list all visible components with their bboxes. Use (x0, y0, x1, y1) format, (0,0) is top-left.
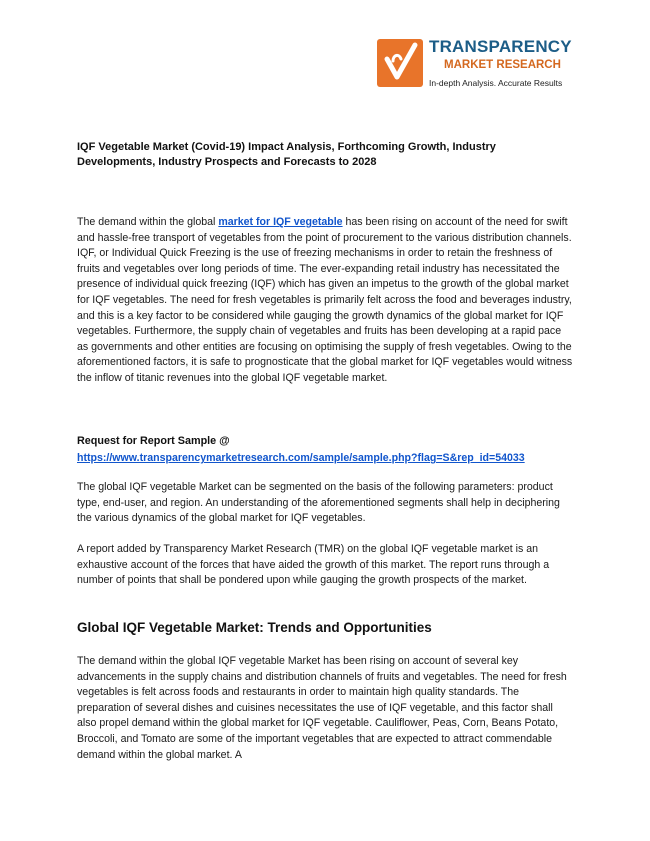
logo-name: TRANSPARENCY (429, 37, 572, 56)
intro-text-before: The demand within the global (77, 216, 219, 228)
segmentation-paragraph: The global IQF vegetable Market can be segmented on the basis of the following parameters: product type, end-user, and region. An understanding of the aforementioned segments shall help in deciphering the various dynamics of the global market for IQF vegetables. (77, 481, 560, 525)
request-sample-label: Request for Report Sample @ (77, 435, 230, 447)
intro-text-after: has been rising on account of the need for swift and hassle-free transport of vegetables from the point of procurement to the various distribution channels. IQF, or Individual Quick Freezing is the use of freezing mechanisms in order to retain the freshness of fruits and vegetables over long periods of time. The ever-expanding retail industry has necessitated the presence of individual quick freezing (IQF) which has given an impetus to the growth of the global market for IQF vegetables. The need for fresh vegetables is primarily felt across the food and beverages industry, and this is a key factor to be considered while gauging the growth dynamics of the global market for IQF vegetables. Furthermore, the supply chain of vegetables and fruits has been developing at a rapid pace as governments and other entities are focusing on optimising the supply of fresh vegetables. Owing to the aforementioned factors, it is safe to prognosticate that the global market for IQF vegetables would witness the inflow of titanic revenues into the global IQF vegetable market. (77, 216, 573, 384)
company-logo (377, 37, 577, 93)
market-link[interactable]: market for IQF vegetable (218, 216, 343, 228)
logo-tagline: In-depth Analysis. Accurate Results (429, 78, 563, 88)
section-heading: Global IQF Vegetable Market: Trends and Opportunities (77, 620, 432, 635)
intro-paragraph (77, 215, 573, 387)
trends-paragraph: The demand within the global IQF vegetable Market has been rising on account of several key advancements in the supply chains and distribution channels of fruits and vegetables. The need for fresh vegetables is felt across foods and restaurants in order to maintain high quality standards. The preparation of several dishes and cuisines necessitates the use of IQF vegetable, and this factor shall also propel demand within the global market for IQF vegetable. Cauliflower, Peas, Corn, Beans Potato, Broccoli, and Tomato are some of the important vegetables that are expected to attract commendable demand within the global market. A (77, 655, 567, 761)
request-sample-link[interactable]: https://www.transparencymarketresearch.com/sample/sample.php?flag=S&rep_id=54033 (77, 452, 525, 464)
report-paragraph: A report added by Transparency Market Research (TMR) on the global IQF vegetable market is an exhaustive account of the forces that have aided the growth of this market. The report runs through a number of points that shall be pondered upon while gauging the growth prospects of the market. (77, 543, 550, 587)
document-title: IQF Vegetable Market (Covid-19) Impact Analysis, Forthcoming Growth, Industry Developments, Industry Prospects and Forecasts to 2028 (77, 141, 496, 168)
logo-subname: MARKET RESEARCH (444, 59, 561, 71)
logo-mark-icon (377, 37, 425, 89)
